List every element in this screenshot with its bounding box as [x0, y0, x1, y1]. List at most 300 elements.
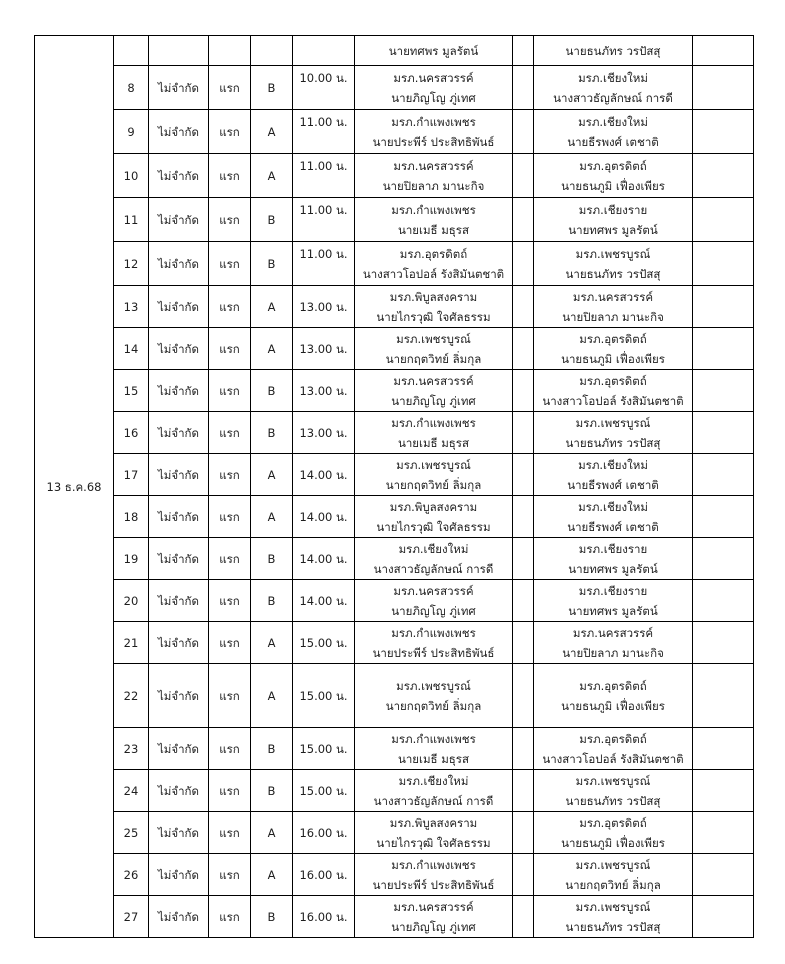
time-cell	[293, 728, 355, 770]
team1-cell	[355, 496, 513, 538]
match-no: 26	[123, 867, 139, 882]
team2-school: มรภ.เชียงใหม่	[578, 457, 648, 472]
team2-cell	[534, 496, 693, 538]
match-group: B	[267, 741, 276, 756]
team2-name: นายทศพร มูลรัตน์	[568, 561, 658, 576]
team2-school: มรภ.นครสวรรค์	[572, 625, 654, 640]
team1-cell	[355, 198, 513, 242]
match-type: ไม่จำกัด	[158, 341, 199, 356]
team2-school: มรภ.อุตรดิตถ์	[579, 331, 647, 346]
team1-cell	[355, 370, 513, 412]
group-cell	[251, 36, 293, 66]
team1-school: มรภ.นครสวรรค์	[393, 70, 474, 85]
team1-school: มรภ.กำแพงเพชร	[391, 114, 476, 129]
match-time: 11.00 น.	[299, 115, 348, 129]
group-cell	[251, 728, 293, 770]
match-no: 19	[123, 551, 139, 566]
group-cell	[251, 854, 293, 896]
match-row	[35, 412, 754, 454]
match-row	[35, 812, 754, 854]
round-cell	[209, 110, 251, 154]
match-round: แรก	[219, 383, 240, 398]
vs-spacer-cell	[513, 412, 534, 454]
team2-cell	[534, 412, 693, 454]
team1-school: มรภ.นครสวรรค์	[393, 583, 474, 598]
match-no-cell	[114, 36, 149, 66]
result-cell	[693, 198, 754, 242]
team2-name: นายธนภูมิ เฟื่องเพียร	[561, 351, 665, 366]
team1-cell	[355, 580, 513, 622]
time-cell	[293, 412, 355, 454]
type-cell	[149, 286, 209, 328]
type-cell	[149, 770, 209, 812]
result-cell	[693, 286, 754, 328]
match-round: แรก	[219, 688, 240, 703]
team1-name: นายเมธี มธุรส	[397, 435, 470, 450]
round-cell	[209, 622, 251, 664]
match-group: B	[267, 425, 276, 440]
result-cell	[693, 110, 754, 154]
match-group: B	[267, 593, 276, 608]
team2-name: นายธีรพงศ์ เตชาติ	[567, 477, 659, 492]
team2-name: นายธนภัทร วรปัสสุ	[565, 919, 661, 934]
team1-school: มรภ.เชียงใหม่	[398, 773, 469, 788]
match-round: แรก	[219, 635, 240, 650]
match-type: ไม่จำกัด	[158, 299, 199, 314]
vs-spacer-cell	[513, 198, 534, 242]
match-no-cell	[114, 622, 149, 664]
team1-name: นายทศพร มูลรัตน์	[388, 43, 479, 58]
result-cell	[693, 36, 754, 66]
team1-cell	[355, 66, 513, 110]
result-cell	[693, 370, 754, 412]
team2-school: มรภ.เชียงใหม่	[578, 114, 648, 129]
match-row	[35, 664, 754, 728]
team2-name: นางสาวโอปอล์ รังสิมันตชาติ	[542, 751, 684, 766]
team2-name: นายธีรพงศ์ เตชาติ	[567, 519, 659, 534]
team2-cell	[534, 622, 693, 664]
match-no: 22	[123, 688, 139, 703]
match-no: 25	[123, 825, 139, 840]
time-cell	[293, 496, 355, 538]
team2-school: มรภ.เชียงราย	[578, 583, 648, 598]
round-cell	[209, 580, 251, 622]
match-row	[35, 538, 754, 580]
type-cell	[149, 412, 209, 454]
match-type: ไม่จำกัด	[158, 909, 199, 924]
result-cell	[693, 770, 754, 812]
time-cell	[293, 36, 355, 66]
match-round: แรก	[219, 425, 240, 440]
team1-name: นายเมธี มธุรส	[397, 222, 470, 237]
team2-school: มรภ.อุตรดิตถ์	[579, 731, 647, 746]
team1-school: มรภ.เชียงใหม่	[398, 541, 469, 556]
team1-name: นายภิญโญ ภู่เทศ	[391, 919, 476, 934]
team2-school: มรภ.เพชรบูรณ์	[575, 899, 651, 914]
group-cell	[251, 198, 293, 242]
match-group: B	[267, 80, 276, 95]
match-no-cell	[114, 412, 149, 454]
match-row	[35, 66, 754, 110]
team2-name: นายปิยลาภ มานะกิจ	[562, 309, 664, 324]
match-round: แรก	[219, 825, 240, 840]
team1-name: นายภิญโญ ภู่เทศ	[391, 90, 476, 105]
team1-school: มรภ.กำแพงเพชร	[391, 857, 476, 872]
match-type: ไม่จำกัด	[158, 425, 199, 440]
round-cell	[209, 286, 251, 328]
team2-cell	[534, 770, 693, 812]
result-cell	[693, 664, 754, 728]
team2-cell	[534, 370, 693, 412]
type-cell	[149, 896, 209, 938]
match-time: 13.00 น.	[299, 299, 348, 314]
match-no-cell	[114, 496, 149, 538]
team2-school: มรภ.อุตรดิตถ์	[579, 373, 647, 388]
team2-school: มรภ.เพชรบูรณ์	[575, 857, 651, 872]
team1-school: มรภ.นครสวรรค์	[393, 158, 474, 173]
round-cell	[209, 496, 251, 538]
team2-school: มรภ.เชียงราย	[578, 541, 648, 556]
match-row	[35, 728, 754, 770]
match-no-cell	[114, 198, 149, 242]
type-cell	[149, 242, 209, 286]
match-type: ไม่จำกัด	[158, 212, 199, 227]
match-group: A	[267, 635, 276, 650]
time-cell	[293, 66, 355, 110]
match-round: แรก	[219, 783, 240, 798]
match-no-cell	[114, 538, 149, 580]
team2-name: นายธนภูมิ เฟื่องเพียร	[561, 698, 665, 713]
round-cell	[209, 328, 251, 370]
team2-school: มรภ.อุตรดิตถ์	[579, 678, 647, 693]
team1-school: มรภ.กำแพงเพชร	[391, 202, 476, 217]
type-cell	[149, 454, 209, 496]
match-time: 11.00 น.	[299, 247, 348, 261]
team2-name: นายกฤตวิทย์ ลิ่มกุล	[565, 877, 661, 892]
type-cell	[149, 664, 209, 728]
team1-school: มรภ.กำแพงเพชร	[391, 415, 476, 430]
match-round: แรก	[219, 741, 240, 756]
group-cell	[251, 896, 293, 938]
match-no-cell	[114, 154, 149, 198]
team1-school: มรภ.เพชรบูรณ์	[396, 678, 471, 693]
match-round: แรก	[219, 80, 240, 95]
match-time: 11.00 น.	[299, 203, 348, 217]
team1-cell	[355, 728, 513, 770]
vs-spacer-cell	[513, 580, 534, 622]
result-cell	[693, 328, 754, 370]
match-no-cell	[114, 328, 149, 370]
match-no: 20	[123, 593, 139, 608]
group-cell	[251, 770, 293, 812]
match-no: 11	[123, 212, 139, 227]
vs-spacer-cell	[513, 854, 534, 896]
time-cell	[293, 770, 355, 812]
team2-school: มรภ.เพชรบูรณ์	[575, 246, 651, 261]
group-cell	[251, 622, 293, 664]
team1-cell	[355, 664, 513, 728]
team1-name: นายประพีร์ ประสิทธิพันธ์	[372, 877, 495, 892]
team2-cell	[534, 154, 693, 198]
round-cell	[209, 242, 251, 286]
team2-school: มรภ.นครสวรรค์	[572, 289, 654, 304]
team2-cell	[534, 36, 693, 66]
time-cell	[293, 664, 355, 728]
type-cell	[149, 622, 209, 664]
group-cell	[251, 580, 293, 622]
match-time: 15.00 น.	[299, 741, 348, 756]
match-group: B	[267, 783, 276, 798]
match-row	[35, 242, 754, 286]
vs-spacer-cell	[513, 538, 534, 580]
match-type: ไม่จำกัด	[158, 80, 199, 95]
team1-cell	[355, 36, 513, 66]
team2-name: นายธนภูมิ เฟื่องเพียร	[561, 178, 665, 193]
match-no: 13	[123, 299, 139, 314]
match-row	[35, 896, 754, 938]
team1-name: นายปิยลาภ มานะกิจ	[382, 178, 485, 193]
match-type: ไม่จำกัด	[158, 783, 199, 798]
match-group: A	[267, 168, 276, 183]
match-time: 15.00 น.	[299, 688, 348, 703]
match-row	[35, 198, 754, 242]
match-no: 10	[123, 168, 139, 183]
match-round: แรก	[219, 867, 240, 882]
match-no: 27	[123, 909, 139, 924]
team2-school: มรภ.เชียงใหม่	[578, 70, 648, 85]
team2-cell	[534, 896, 693, 938]
match-type: ไม่จำกัด	[158, 593, 199, 608]
time-cell	[293, 198, 355, 242]
team1-name: นางสาวธัญลักษณ์ การดี	[373, 793, 494, 808]
match-time: 14.00 น.	[299, 509, 348, 524]
team1-name: นางสาวธัญลักษณ์ การดี	[373, 561, 494, 576]
match-round: แรก	[219, 509, 240, 524]
match-group: A	[267, 867, 276, 882]
vs-spacer-cell	[513, 36, 534, 66]
team2-name: นายธนภัทร วรปัสสุ	[565, 793, 661, 808]
match-time: 16.00 น.	[299, 825, 348, 840]
team2-name: นายทศพร มูลรัตน์	[568, 222, 658, 237]
team2-name: นายธนภัทร วรปัสสุ	[565, 435, 661, 450]
match-group: B	[267, 256, 276, 271]
match-no: 18	[123, 509, 139, 524]
result-cell	[693, 154, 754, 198]
match-no: 12	[123, 256, 139, 271]
match-round: แรก	[219, 467, 240, 482]
team2-school: มรภ.อุตรดิตถ์	[579, 815, 647, 830]
round-cell	[209, 412, 251, 454]
match-round: แรก	[219, 256, 240, 271]
result-cell	[693, 66, 754, 110]
match-type: ไม่จำกัด	[158, 383, 199, 398]
type-cell	[149, 154, 209, 198]
vs-spacer-cell	[513, 110, 534, 154]
team2-name: นางสาวโอปอล์ รังสิมันตชาติ	[542, 393, 684, 408]
match-time: 15.00 น.	[299, 635, 348, 650]
result-cell	[693, 622, 754, 664]
match-type: ไม่จำกัด	[158, 124, 199, 139]
match-round: แรก	[219, 168, 240, 183]
type-cell	[149, 328, 209, 370]
date-label: 13 ธ.ค.68	[46, 479, 102, 494]
time-cell	[293, 580, 355, 622]
team2-cell	[534, 812, 693, 854]
type-cell	[149, 496, 209, 538]
type-cell	[149, 728, 209, 770]
vs-spacer-cell	[513, 154, 534, 198]
round-cell	[209, 154, 251, 198]
match-group: A	[267, 124, 276, 139]
result-cell	[693, 812, 754, 854]
match-round: แรก	[219, 341, 240, 356]
result-cell	[693, 496, 754, 538]
result-cell	[693, 854, 754, 896]
time-cell	[293, 328, 355, 370]
type-cell	[149, 538, 209, 580]
team1-cell	[355, 770, 513, 812]
team1-cell	[355, 538, 513, 580]
team2-name: นายธนภูมิ เฟื่องเพียร	[561, 835, 665, 850]
match-no-cell	[114, 728, 149, 770]
group-cell	[251, 66, 293, 110]
match-no-cell	[114, 286, 149, 328]
group-cell	[251, 664, 293, 728]
match-time: 10.00 น.	[299, 71, 348, 85]
match-no-cell	[114, 770, 149, 812]
time-cell	[293, 110, 355, 154]
round-cell	[209, 812, 251, 854]
type-cell	[149, 854, 209, 896]
group-cell	[251, 496, 293, 538]
match-type: ไม่จำกัด	[158, 509, 199, 524]
group-cell	[251, 538, 293, 580]
match-round: แรก	[219, 212, 240, 227]
match-no: 9	[127, 124, 135, 139]
match-group: A	[267, 341, 276, 356]
match-row	[35, 370, 754, 412]
vs-spacer-cell	[513, 286, 534, 328]
group-cell	[251, 242, 293, 286]
type-cell	[149, 110, 209, 154]
team1-cell	[355, 242, 513, 286]
match-no: 24	[123, 783, 139, 798]
match-type: ไม่จำกัด	[158, 688, 199, 703]
time-cell	[293, 854, 355, 896]
match-row	[35, 328, 754, 370]
team2-name: นายทศพร มูลรัตน์	[568, 603, 658, 618]
vs-spacer-cell	[513, 896, 534, 938]
team1-cell	[355, 328, 513, 370]
group-cell	[251, 454, 293, 496]
result-cell	[693, 538, 754, 580]
date-cell	[35, 36, 114, 938]
match-time: 13.00 น.	[299, 425, 348, 440]
type-cell	[149, 370, 209, 412]
team2-cell	[534, 66, 693, 110]
time-cell	[293, 812, 355, 854]
match-type: ไม่จำกัด	[158, 256, 199, 271]
match-no: 15	[123, 383, 139, 398]
team1-cell	[355, 286, 513, 328]
team1-cell	[355, 622, 513, 664]
continued-row	[35, 36, 754, 66]
match-time: 14.00 น.	[299, 593, 348, 608]
time-cell	[293, 370, 355, 412]
team1-name: นายภิญโญ ภู่เทศ	[391, 603, 476, 618]
team2-cell	[534, 328, 693, 370]
match-no-cell	[114, 812, 149, 854]
team2-cell	[534, 580, 693, 622]
match-group: A	[267, 825, 276, 840]
result-cell	[693, 580, 754, 622]
match-round: แรก	[219, 124, 240, 139]
time-cell	[293, 896, 355, 938]
team1-school: มรภ.กำแพงเพชร	[391, 731, 476, 746]
team1-cell	[355, 896, 513, 938]
team2-school: มรภ.เชียงราย	[578, 202, 648, 217]
group-cell	[251, 110, 293, 154]
match-row	[35, 154, 754, 198]
type-cell	[149, 36, 209, 66]
match-type: ไม่จำกัด	[158, 467, 199, 482]
time-cell	[293, 454, 355, 496]
round-cell	[209, 36, 251, 66]
team1-name: นายประพีร์ ประสิทธิพันธ์	[372, 134, 495, 149]
round-cell	[209, 854, 251, 896]
team2-cell	[534, 854, 693, 896]
team1-name: นางสาวโอปอล์ รังสิมันตชาติ	[362, 266, 505, 281]
match-row	[35, 622, 754, 664]
team2-name: นายปิยลาภ มานะกิจ	[562, 645, 664, 660]
team2-cell	[534, 110, 693, 154]
team2-cell	[534, 454, 693, 496]
match-no-cell	[114, 896, 149, 938]
team1-name: นายไกรวุฒิ ใจศัลธรรม	[376, 309, 491, 324]
match-group: B	[267, 383, 276, 398]
match-group: A	[267, 509, 276, 524]
team1-school: มรภ.เพชรบูรณ์	[396, 331, 471, 346]
team1-cell	[355, 412, 513, 454]
match-type: ไม่จำกัด	[158, 867, 199, 882]
team1-school: มรภ.เพชรบูรณ์	[396, 457, 471, 472]
team2-school: มรภ.อุตรดิตถ์	[579, 158, 647, 173]
match-no-cell	[114, 370, 149, 412]
round-cell	[209, 198, 251, 242]
round-cell	[209, 454, 251, 496]
team2-school: มรภ.เพชรบูรณ์	[575, 415, 651, 430]
match-no-cell	[114, 580, 149, 622]
team1-school: มรภ.อุตรดิตถ์	[399, 246, 468, 261]
result-cell	[693, 454, 754, 496]
match-group: A	[267, 688, 276, 703]
vs-spacer-cell	[513, 812, 534, 854]
team2-name: นางสาวธัญลักษณ์ การดี	[553, 90, 673, 105]
match-group: B	[267, 212, 276, 227]
vs-spacer-cell	[513, 728, 534, 770]
match-no: 23	[123, 741, 139, 756]
type-cell	[149, 66, 209, 110]
vs-spacer-cell	[513, 496, 534, 538]
match-type: ไม่จำกัด	[158, 825, 199, 840]
time-cell	[293, 286, 355, 328]
vs-spacer-cell	[513, 454, 534, 496]
group-cell	[251, 154, 293, 198]
vs-spacer-cell	[513, 622, 534, 664]
match-row	[35, 854, 754, 896]
team2-name: นายธนภัทร วรปัสสุ	[565, 43, 661, 58]
time-cell	[293, 622, 355, 664]
